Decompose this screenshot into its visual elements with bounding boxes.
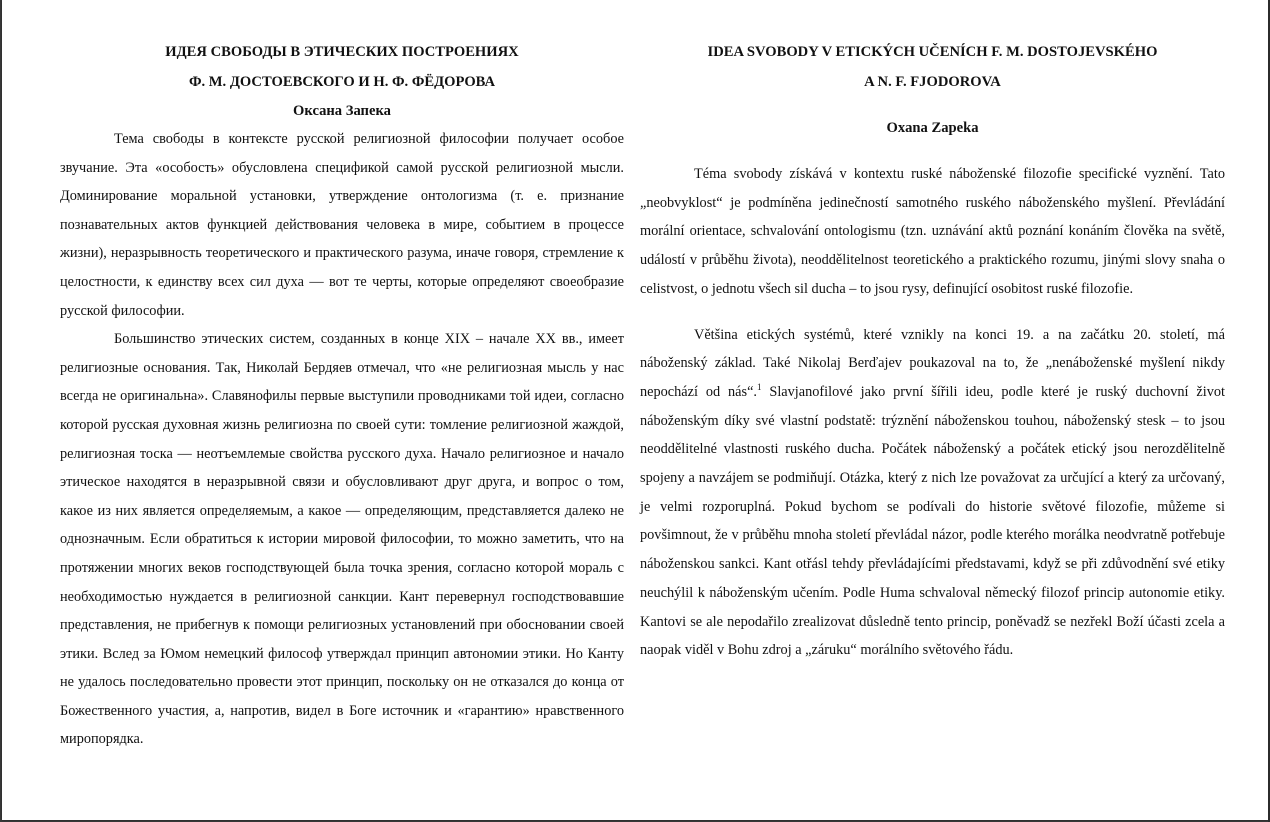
czech-paragraph-2-part-2: Slavjanofilové jako první šířili ideu, podle které je ruský duchovní život náboženským díky své vlastní podstatě: trýznění náboženskou touhou, náboženský stesk – to jsou neoddělitelné vlastnosti ruského ducha. Počátek náboženský a počátek etický jsou nerozdělitelně spojeny a navzájem se podmiňují. Otázka, který z nich lze považovat za určující a který za určovaný, je velmi rozporuplná. Pokud bychom se podívali do historie světové filozofie, můžeme si povšimnout, že v průběhu mnoha století převládal názor, podle kterého morálka neodvratně potřebuje náboženskou sankci. Kant otřásl tehdy převládajícími představami, když se při zdůvodnění své etiky neuchýlil k náboženským učením. Podle Huma schvaloval německý filozof princip autonomie etiky. Kantovi se ale nepodařilo zrealizovat důsledně tento princip, poněvadž se nezřekl Boží účasti zcela a naopak viděl v Bohu zdroj a „záruku“ morálního světového řádu. (640, 383, 1225, 659)
czech-paragraph-1: Téma svobody získává v kontextu ruské náboženské filozofie specifické vyznění. Tato „neobvyklost“ je podmíněna jedinečností samotného ruského náboženského myšlení. Převládání morální orientace, schvalování ontologismu (tzn. uznávání aktů poznání konáním člověka na světě, událostí v průběhu života), neoddělitelnost teoretického a praktického rozumu, jinými slovy snaha o celistvost, o jednotu všech sil ducha – to jsou rysy, definující osobitost ruské filozofie. (640, 166, 1225, 297)
czech-title (640, 0, 1225, 97)
czech-author: Oxana Zapeka (886, 120, 979, 136)
czech-paragraph-2 (640, 321, 1225, 665)
czech-title-line-2: A N. F. FJODOROVA (864, 74, 1001, 90)
russian-paragraph-2: Большинство этических систем, созданных в конце XIX – начале XX вв., имеет религиозные основания. Так, Николай Бердяев отмечал, что «не религиозная мысль у нас всегда не оригинальна». Славянофилы первые выступили проводниками той идеи, согласно которой русская духовная жизнь религиозна по своей сути: томление религиозной жаждой, религиозная тоска — неотъемлемые свойства русского духа. Начало религиозное и начало этическое находятся в неразрывной связи и обусловливают друг друга, и вопрос о том, какое из них является определяемым, а какое — определяющим, представляется далеко не однозначным. Если обратиться к истории мировой философии, то можно заметить, что на протяжении многих веков господствующей была точка зрения, согласно которой мораль с необходимостью нуждается в религиозной санкции. Кант перевернул господствовавшие представления, не прибегнув к помощи религиозных установлений при обосновании своей этики. Вслед за Юмом немецкий философ утверждал принцип автономии этики. Но Канту не удалось последовательно провести этот принцип, поскольку он не отказался до конца от Божественного участия, а, напротив, видел в Боге источник и «гарантию» нравственного миропорядка. (60, 331, 624, 748)
russian-title (60, 0, 624, 97)
russian-title-line-2: Ф. М. ДОСТОЕВСКОГО И Н. Ф. ФЁДОРОВА (188, 74, 496, 90)
czech-title-line-1: IDEA SVOBODY V ETICKÝCH UČENÍCH F. M. DOSTOJEVSKÉHO (707, 44, 1158, 60)
footnote-reference[interactable]: 1 (757, 382, 762, 393)
russian-title-line-1: ИДЕЯ СВОБОДЫ В ЭТИЧЕСКИХ ПОСТРОЕНИЯХ (165, 44, 519, 60)
russian-paragraph-1: Тема свободы в контексте русской религиозной философии получает особое звучание. Эта «особость» обусловлена спецификой самой русской религиозной мысли. Доминирование моральной установки, утверждение онтологизма (т. е. признание познавательных актов функцией действования человека в мире, событием в процессе жизни), неразрывность теоретического и практического разума, иначе говоря, стремление к целостности, к единству всех сил духа — вот те черты, которые определяют своеобразие русской философии. (60, 131, 624, 319)
czech-paragraph-2-part-1: Většina etických systémů, které vznikly na konci 19. a na začátku 20. století, má náboženský základ. Také Nikolaj Berďajev poukazoval na to, že „nenáboženské myšlení nikdy nepochází od nás“. (640, 326, 1225, 400)
russian-author: Оксана Запека (293, 103, 391, 119)
czech-column (640, 0, 1225, 665)
document-page (2, 0, 1268, 820)
russian-column (60, 0, 624, 754)
